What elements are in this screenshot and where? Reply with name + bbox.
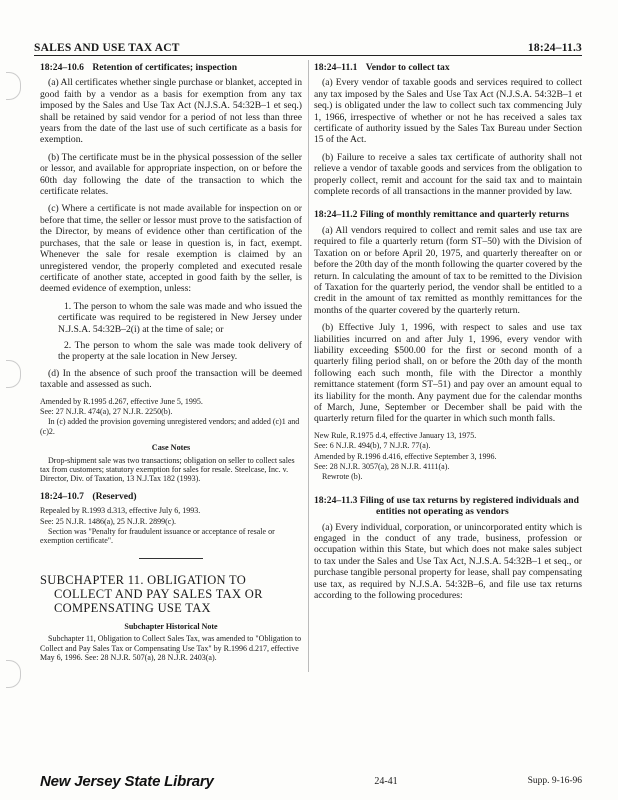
history-note: In (c) added the provision governing unregistered vendors; and added (c)1 and (c)2. — [40, 417, 300, 436]
history-note: Amended by R.1996 d.416, effective September 3, 1996. — [314, 451, 497, 461]
paragraph-a: (a) All vendors required to collect and remit sales and use tax are required to file a quarterly return (form ST–50) with the Division of Taxation on or before April 20, 1975, and quarterly thereafter on or before the 20th day of the month following the quarter covered by the return. In calculating the amount of tax to be remitted to the Division of Taxation for the quarterly period, the vendor shall be entitled to a credit in the amount of tax remitted as monthly remittances for the months of the quarter covered by the quarterly return. — [314, 224, 583, 316]
column-divider — [308, 60, 309, 672]
paragraph-a: (a) Every vendor of taxable goods and services required to collect any tax imposed by the Sales and Use Tax Act (N.J.S.A. 54:32B–1 et seq.) is obligated under the law to collect such tax commencing July 1, 1966, irrespective of whether or not he has received a sales tax certificate of authority issued by the Sales Tax Bureau under Section 15 of the Act. — [314, 77, 582, 146]
list-item-2: 2. The person to whom the sale was made took delivery of the property at the sale location in New Jersey. — [58, 339, 302, 363]
header-rule — [34, 55, 582, 56]
paragraph-d: (d) In the absence of such proof the transaction will be deemed taxable and assessed as such. — [40, 367, 302, 391]
running-header — [34, 36, 582, 54]
case-notes-heading: Case Notes — [151, 443, 191, 453]
left-column — [40, 62, 302, 663]
paragraph-b: (b) Effective July 1, 1996, with respect to sales and use tax liabilities incurred on and after July 1, 1996, every vendor with liability exceeding $500.00 for the first or second month of a quarterly filing period shall, on or before the 20th day of the month following each such month, file with the Director a monthly remittance statement (form ST–51) and pay over an amount equal to its liability for the month. Any payment due for the calendar months of March, June, September or December shall be paid with the quarterly return filed for the quarter in which such month falls. — [314, 322, 582, 425]
history-note: See: 27 N.J.R. 474(a), 27 N.J.R. 2250(b). — [40, 406, 173, 416]
page-footer — [40, 770, 582, 792]
history-note: Rewrote (b). — [322, 472, 363, 482]
header-title: SALES AND USE TAX ACT — [34, 42, 180, 54]
paragraph-b: (b) Failure to receive a sales tax certificate of authority shall not relieve a vendor of taxable goods and services from the obligation to properly collect, remit and account for the said tax and to maintain complete records of all transactions in the manner provided by law. — [314, 151, 582, 198]
paragraph-b: (b) The certificate must be in the physical possession of the seller or lessor, and available for appropriate inspection, on or before the 60th day following the date of the transaction to which the certificate relates. — [40, 151, 302, 198]
history-note: Repealed by R.1993 d.313, effective July 6, 1993. — [40, 506, 201, 516]
library-stamp-logo: New Jersey State Library — [40, 772, 214, 790]
supplement-date: Supp. 9-16-96 — [527, 776, 582, 786]
section-heading: 18:24–11.2 Filing of monthly remittance and quarterly returns — [314, 209, 569, 221]
history-note: Section was "Penalty for fraudulent issuance or acceptance of resale or exemption certificate". — [40, 527, 275, 546]
header-section: 18:24–11.3 — [527, 42, 582, 54]
section-heading: 18:24–10.7 (Reserved) — [40, 490, 137, 502]
list-item-1: 1. The person to whom the sale was made and who issued the certificate was required to be registered in New Jersey under N.J.S.A. 54:32B–2(i) at the time of sale; or — [58, 300, 302, 335]
subchapter-title: SUBCHAPTER 11. OBLIGATION TO COLLECT AND PAY SALES TAX OR COMPENSATING USE TAX — [40, 572, 263, 615]
section-rule — [139, 558, 203, 559]
paragraph-a: (a) All certificates whether single purchase or blanket, accepted in good faith by a vendor as a basis for exemption from any tax imposed by the Sales and Use Tax Act (N.J.S.A. 54:32B–1 et seq.) shall be retained by said vendor for a period of not less than three years from the date of the last use of such certificate as a basis for exemption. — [40, 77, 302, 146]
history-note: See: 25 N.J.R. 1486(a), 25 N.J.R. 2899(c). — [40, 516, 176, 526]
binder-hole — [6, 660, 21, 688]
case-note: Drop-shipment sale was two transactions; obligation on seller to collect sales tax from customers; statutory exemption for sales for resale. Steelcase, Inc. v. Director, Div. of Taxation, 13 N.J.Tax 182 (1993). — [40, 455, 295, 484]
page-number: 24-41 — [374, 775, 398, 787]
binder-hole — [6, 72, 21, 100]
paragraph-c: (c) Where a certificate is not made available for inspection on or before that time, the seller or lessor must prove to the satisfaction of the Director, by means of evidence other than certification of the purchases, that the sale or lease in question is, in fact, exempt. Whenever the sale for resale exemption is claimed by an unregistered vendor, the properly completed and executed resale certificate of another state, accepted in good faith by the seller, is deemed evidence of exemption, unless: — [40, 203, 302, 295]
subchapter-note-heading: Subchapter Historical Note — [124, 621, 218, 631]
history-note: See: 28 N.J.R. 3057(a), 28 N.J.R. 4111(a). — [314, 462, 450, 471]
history-note: Amended by R.1995 d.267, effective June 5, 1995. — [40, 396, 203, 406]
right-column — [314, 62, 582, 607]
section-heading: 18:24–11.1 Vendor to collect tax — [314, 62, 450, 73]
section-heading: 18:24–11.3 Filing of use tax returns by registered individuals and entities not operating as vendors — [314, 494, 579, 518]
history-note: New Rule, R.1975 d.4, effective January 13, 1975. — [314, 430, 477, 440]
section-heading: 18:24–10.6 Retention of certificates; inspection — [40, 62, 238, 73]
paragraph-a: (a) Every individual, corporation, or unincorporated entity which is engaged in the conduct of any trade, business, profession or occupation within this State, but which does not make sales subject to tax under the Sales and Use Tax Act, N.J.S.A. 54:32B–1 et seq., or purchase tangible personal property for lease, shall pay compensating use tax, as required by N.J.S.A. 54:32B–6, and file use tax returns according to the following procedures: — [314, 521, 582, 602]
subchapter-note: Subchapter 11, Obligation to Collect Sales Tax, was amended to "Obligation to Collect and Pay Sales Tax or Compensating Use Tax" by R.1996 d.217, effective May 6, 1996. See: 28 N.J.R. 507(a), 28 N.J.R. 2403(a). — [40, 634, 302, 663]
binder-hole — [6, 360, 21, 388]
history-note: See: 6 N.J.R. 494(b), 7 N.J.R. 77(a). — [314, 441, 431, 451]
